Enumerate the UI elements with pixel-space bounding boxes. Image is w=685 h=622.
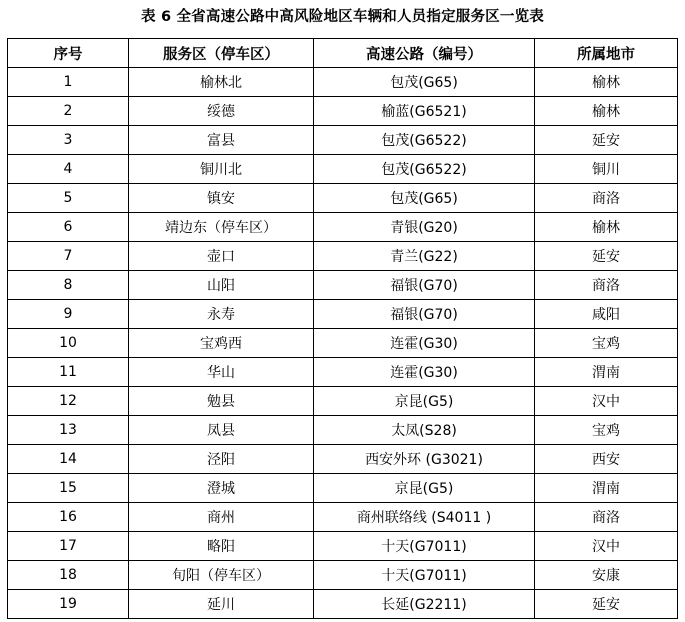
cell-expressway: 包茂(G6522): [314, 126, 535, 155]
cell-service-area: 略阳: [129, 532, 314, 561]
cell-serial-number: 12: [8, 387, 129, 416]
table-row: [8, 271, 678, 300]
table-row: [8, 329, 678, 358]
cell-city: 汉中: [535, 387, 678, 416]
table-row: [8, 242, 678, 271]
cell-city: 商洛: [535, 503, 678, 532]
cell-serial-number: 2: [8, 97, 129, 126]
table-row: [8, 300, 678, 329]
table-row: [8, 387, 678, 416]
table-row: [8, 358, 678, 387]
table-row: [8, 416, 678, 445]
cell-service-area: 靖边东（停车区）: [129, 213, 314, 242]
cell-expressway: 十天(G7011): [314, 561, 535, 590]
cell-city: 延安: [535, 590, 678, 619]
cell-city: 安康: [535, 561, 678, 590]
cell-serial-number: 17: [8, 532, 129, 561]
cell-expressway: 京昆(G5): [314, 387, 535, 416]
cell-expressway: 西安外环 (G3021): [314, 445, 535, 474]
table-row: [8, 474, 678, 503]
cell-service-area: 富县: [129, 126, 314, 155]
cell-service-area: 泾阳: [129, 445, 314, 474]
cell-service-area: 榆林北: [129, 68, 314, 97]
cell-city: 渭南: [535, 474, 678, 503]
table-header-row: [8, 39, 678, 68]
cell-serial-number: 6: [8, 213, 129, 242]
cell-city: 商洛: [535, 271, 678, 300]
cell-expressway: 太凤(S28): [314, 416, 535, 445]
cell-city: 榆林: [535, 213, 678, 242]
cell-serial-number: 15: [8, 474, 129, 503]
cell-service-area: 山阳: [129, 271, 314, 300]
cell-service-area: 绥德: [129, 97, 314, 126]
cell-city: 西安: [535, 445, 678, 474]
cell-serial-number: 7: [8, 242, 129, 271]
cell-service-area: 宝鸡西: [129, 329, 314, 358]
cell-service-area: 永寿: [129, 300, 314, 329]
cell-city: 渭南: [535, 358, 678, 387]
cell-city: 延安: [535, 126, 678, 155]
cell-serial-number: 8: [8, 271, 129, 300]
cell-city: 商洛: [535, 184, 678, 213]
cell-service-area: 延川: [129, 590, 314, 619]
table-row: [8, 184, 678, 213]
cell-city: 宝鸡: [535, 329, 678, 358]
cell-serial-number: 3: [8, 126, 129, 155]
cell-serial-number: 1: [8, 68, 129, 97]
cell-expressway: 青兰(G22): [314, 242, 535, 271]
header-service-area: 服务区（停车区）: [129, 39, 314, 68]
cell-city: 榆林: [535, 97, 678, 126]
cell-expressway: 商州联络线 (S4011 ): [314, 503, 535, 532]
table-row: [8, 155, 678, 184]
cell-service-area: 铜川北: [129, 155, 314, 184]
table-row: [8, 590, 678, 619]
table-body: [8, 68, 678, 619]
table-caption: 表 6 全省高速公路中高风险地区车辆和人员指定服务区一览表: [141, 9, 544, 25]
cell-service-area: 商州: [129, 503, 314, 532]
cell-serial-number: 19: [8, 590, 129, 619]
cell-service-area: 壶口: [129, 242, 314, 271]
cell-city: 延安: [535, 242, 678, 271]
table-row: [8, 532, 678, 561]
cell-serial-number: 18: [8, 561, 129, 590]
cell-serial-number: 4: [8, 155, 129, 184]
cell-city: 宝鸡: [535, 416, 678, 445]
cell-service-area: 旬阳（停车区）: [129, 561, 314, 590]
cell-serial-number: 5: [8, 184, 129, 213]
cell-city: 咸阳: [535, 300, 678, 329]
cell-expressway: 连霍(G30): [314, 329, 535, 358]
cell-serial-number: 16: [8, 503, 129, 532]
header-city: 所属地市: [535, 39, 678, 68]
cell-expressway: 包茂(G65): [314, 184, 535, 213]
cell-expressway: 十天(G7011): [314, 532, 535, 561]
table-row: [8, 213, 678, 242]
table-row: [8, 561, 678, 590]
cell-expressway: 京昆(G5): [314, 474, 535, 503]
table-row: [8, 503, 678, 532]
header-expressway: 高速公路（编号）: [314, 39, 535, 68]
cell-expressway: 连霍(G30): [314, 358, 535, 387]
cell-service-area: 勉县: [129, 387, 314, 416]
cell-city: 汉中: [535, 532, 678, 561]
cell-expressway: 包茂(G6522): [314, 155, 535, 184]
cell-serial-number: 13: [8, 416, 129, 445]
cell-expressway: 长延(G2211): [314, 590, 535, 619]
cell-expressway: 榆蓝(G6521): [314, 97, 535, 126]
cell-serial-number: 14: [8, 445, 129, 474]
cell-expressway: 福银(G70): [314, 300, 535, 329]
service-area-table: [7, 38, 678, 619]
cell-expressway: 青银(G20): [314, 213, 535, 242]
table-row: [8, 445, 678, 474]
header-serial-number: 序号: [8, 39, 129, 68]
cell-service-area: 镇安: [129, 184, 314, 213]
cell-service-area: 凤县: [129, 416, 314, 445]
table-row: [8, 126, 678, 155]
cell-serial-number: 11: [8, 358, 129, 387]
cell-serial-number: 10: [8, 329, 129, 358]
table-row: [8, 97, 678, 126]
cell-service-area: 澄城: [129, 474, 314, 503]
table-row: [8, 68, 678, 97]
cell-expressway: 福银(G70): [314, 271, 535, 300]
cell-serial-number: 9: [8, 300, 129, 329]
cell-city: 榆林: [535, 68, 678, 97]
cell-city: 铜川: [535, 155, 678, 184]
cell-service-area: 华山: [129, 358, 314, 387]
cell-expressway: 包茂(G65): [314, 68, 535, 97]
